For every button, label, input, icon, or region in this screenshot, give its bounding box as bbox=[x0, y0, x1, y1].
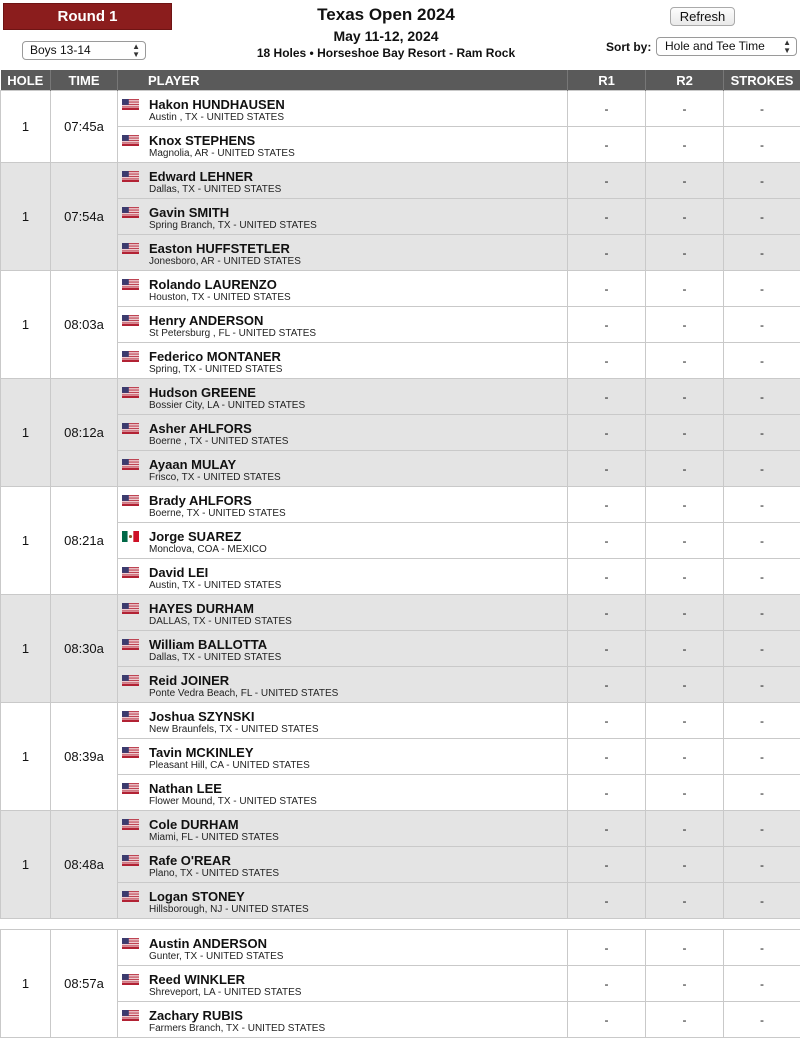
r1-score: - bbox=[568, 930, 646, 966]
table-row[interactable] bbox=[1, 847, 800, 883]
us-flag-icon bbox=[122, 346, 149, 365]
strokes-total: - bbox=[724, 1002, 800, 1038]
player-name[interactable]: Zachary RUBIS bbox=[149, 1007, 243, 1023]
us-flag-icon bbox=[122, 706, 149, 725]
player-name[interactable]: Knox STEPHENS bbox=[149, 132, 256, 148]
r2-score: - bbox=[646, 487, 724, 523]
us-flag-icon bbox=[122, 969, 149, 988]
table-row[interactable] bbox=[1, 235, 800, 271]
table-row[interactable] bbox=[1, 631, 800, 667]
r2-score: - bbox=[646, 523, 724, 559]
strokes-total: - bbox=[724, 775, 800, 811]
player-cell[interactable] bbox=[118, 523, 568, 559]
player-cell[interactable] bbox=[118, 271, 568, 307]
strokes-total: - bbox=[724, 127, 800, 163]
us-flag-icon bbox=[122, 274, 149, 293]
table-row[interactable] bbox=[1, 379, 800, 415]
player-location: St Petersburg , FL - UNITED STATES bbox=[149, 327, 317, 339]
hole-cell: 1 bbox=[1, 595, 51, 703]
strokes-total: - bbox=[724, 930, 800, 966]
player-location: Boerne, TX - UNITED STATES bbox=[149, 507, 286, 519]
r1-score: - bbox=[568, 811, 646, 847]
player-location: Hillsborough, NJ - UNITED STATES bbox=[149, 903, 309, 915]
player-location: Bossier City, LA - UNITED STATES bbox=[149, 399, 306, 411]
strokes-total: - bbox=[724, 523, 800, 559]
tournament-dates: May 11-12, 2024 bbox=[333, 28, 439, 44]
hole-cell: 1 bbox=[1, 811, 51, 919]
r2-score: - bbox=[646, 451, 724, 487]
player-location: Miami, FL - UNITED STATES bbox=[149, 831, 279, 843]
player-cell[interactable] bbox=[118, 415, 568, 451]
strokes-total: - bbox=[724, 307, 800, 343]
us-flag-icon bbox=[122, 670, 149, 689]
table-row[interactable] bbox=[1, 127, 800, 163]
select-chevron-icon: ▲ ▼ bbox=[132, 42, 140, 59]
us-flag-icon bbox=[122, 742, 149, 761]
player-location: Dallas, TX - UNITED STATES bbox=[149, 651, 282, 663]
column-header-r1[interactable]: R1 bbox=[568, 70, 646, 91]
division-select-value: Boys 13-14 bbox=[30, 43, 91, 57]
hole-cell: 1 bbox=[1, 271, 51, 379]
player-name[interactable]: Joshua SZYNSKI bbox=[149, 708, 255, 724]
strokes-total: - bbox=[724, 271, 800, 307]
r1-score: - bbox=[568, 379, 646, 415]
player-location: Spring Branch, TX - UNITED STATES bbox=[149, 219, 317, 231]
table-row[interactable] bbox=[1, 307, 800, 343]
r1-score: - bbox=[568, 487, 646, 523]
player-location: Houston, TX - UNITED STATES bbox=[149, 291, 291, 303]
column-header-strokes[interactable]: STROKES bbox=[724, 70, 800, 91]
us-flag-icon bbox=[122, 778, 149, 797]
r1-score: - bbox=[568, 559, 646, 595]
r2-score: - bbox=[646, 739, 724, 775]
strokes-total: - bbox=[724, 451, 800, 487]
r2-score: - bbox=[646, 811, 724, 847]
table-row[interactable] bbox=[1, 343, 800, 379]
table-row[interactable] bbox=[1, 415, 800, 451]
table-row[interactable] bbox=[1, 451, 800, 487]
r2-score: - bbox=[646, 91, 724, 127]
course-subtitle: 18 Holes • Horseshoe Bay Resort - Ram Rock bbox=[256, 46, 516, 60]
player-cell[interactable] bbox=[118, 127, 568, 163]
us-flag-icon bbox=[122, 886, 149, 905]
us-flag-icon bbox=[122, 310, 149, 329]
strokes-total: - bbox=[724, 487, 800, 523]
page-header bbox=[0, 0, 800, 70]
us-flag-icon bbox=[122, 166, 149, 185]
strokes-total: - bbox=[724, 415, 800, 451]
r2-score: - bbox=[646, 379, 724, 415]
strokes-total: - bbox=[724, 163, 800, 199]
r2-score: - bbox=[646, 343, 724, 379]
player-name[interactable]: Rolando LAURENZO bbox=[149, 276, 277, 292]
table-row[interactable] bbox=[1, 523, 800, 559]
player-cell[interactable] bbox=[118, 379, 568, 415]
player-cell[interactable] bbox=[118, 199, 568, 235]
us-flag-icon bbox=[122, 598, 149, 617]
table-row[interactable] bbox=[1, 739, 800, 775]
r2-score: - bbox=[646, 631, 724, 667]
sort-select[interactable] bbox=[656, 37, 797, 56]
r1-score: - bbox=[568, 667, 646, 703]
column-header-time[interactable]: TIME bbox=[51, 70, 118, 91]
player-location: Gunter, TX - UNITED STATES bbox=[149, 950, 284, 962]
player-location: Pleasant Hill, CA - UNITED STATES bbox=[149, 759, 310, 771]
us-flag-icon bbox=[122, 634, 149, 653]
r1-score: - bbox=[568, 199, 646, 235]
player-name[interactable]: Hudson GREENE bbox=[149, 384, 256, 400]
player-cell[interactable] bbox=[118, 343, 568, 379]
table-row[interactable] bbox=[1, 966, 800, 1002]
tee-time-cell: 08:48a bbox=[51, 811, 118, 919]
table-row[interactable] bbox=[1, 163, 800, 199]
tee-times-table bbox=[0, 70, 800, 1038]
table-row[interactable] bbox=[1, 199, 800, 235]
strokes-total: - bbox=[724, 966, 800, 1002]
tee-time-cell: 08:57a bbox=[51, 930, 118, 1038]
sort-select-value: Hole and Tee Time bbox=[665, 39, 765, 53]
r1-score: - bbox=[568, 163, 646, 199]
us-flag-icon bbox=[122, 814, 149, 833]
strokes-total: - bbox=[724, 595, 800, 631]
r1-score: - bbox=[568, 127, 646, 163]
r1-score: - bbox=[568, 235, 646, 271]
player-name[interactable]: Tavin MCKINLEY bbox=[149, 744, 254, 760]
r2-score: - bbox=[646, 775, 724, 811]
r2-score: - bbox=[646, 703, 724, 739]
player-location: Spring, TX - UNITED STATES bbox=[149, 363, 283, 375]
player-cell[interactable] bbox=[118, 487, 568, 523]
player-cell[interactable] bbox=[118, 595, 568, 631]
player-name[interactable]: Asher AHLFORS bbox=[149, 420, 252, 436]
strokes-total: - bbox=[724, 739, 800, 775]
player-name[interactable]: Gavin SMITH bbox=[149, 204, 230, 220]
r1-score: - bbox=[568, 631, 646, 667]
table-row[interactable] bbox=[1, 930, 800, 966]
r1-score: - bbox=[568, 595, 646, 631]
player-name[interactable]: Ayaan MULAY bbox=[149, 456, 237, 472]
r2-score: - bbox=[646, 199, 724, 235]
strokes-total: - bbox=[724, 379, 800, 415]
tee-time-cell: 08:12a bbox=[51, 379, 118, 487]
player-cell[interactable] bbox=[118, 883, 568, 919]
r1-score: - bbox=[568, 91, 646, 127]
player-location: Austin , TX - UNITED STATES bbox=[149, 111, 285, 123]
strokes-total: - bbox=[724, 667, 800, 703]
r1-score: - bbox=[568, 415, 646, 451]
strokes-total: - bbox=[724, 811, 800, 847]
player-location: Frisco, TX - UNITED STATES bbox=[149, 471, 281, 483]
tee-time-cell: 07:54a bbox=[51, 163, 118, 271]
player-cell[interactable] bbox=[118, 163, 568, 199]
r1-score: - bbox=[568, 1002, 646, 1038]
column-header-hole[interactable]: HOLE bbox=[1, 70, 51, 91]
player-cell[interactable] bbox=[118, 307, 568, 343]
player-name[interactable]: Hakon HUNDHAUSEN bbox=[149, 96, 285, 112]
r1-score: - bbox=[568, 451, 646, 487]
us-flag-icon bbox=[122, 850, 149, 869]
r1-score: - bbox=[568, 966, 646, 1002]
player-name[interactable]: William BALLOTTA bbox=[149, 636, 268, 652]
us-flag-icon bbox=[122, 1005, 149, 1024]
round-tab[interactable]: Round 1 bbox=[3, 3, 172, 30]
r2-score: - bbox=[646, 307, 724, 343]
player-name[interactable]: Reid JOINER bbox=[149, 672, 230, 688]
strokes-total: - bbox=[724, 91, 800, 127]
hole-cell: 1 bbox=[1, 379, 51, 487]
player-name[interactable]: Edward LEHNER bbox=[149, 168, 254, 184]
hole-cell: 1 bbox=[1, 163, 51, 271]
refresh-button[interactable]: Refresh bbox=[670, 7, 735, 26]
us-flag-icon bbox=[122, 202, 149, 221]
us-flag-icon bbox=[122, 94, 149, 113]
player-location: Monclova, COA - MEXICO bbox=[149, 543, 267, 555]
table-row[interactable] bbox=[1, 703, 800, 739]
strokes-total: - bbox=[724, 343, 800, 379]
column-header-player[interactable]: PLAYER bbox=[118, 70, 568, 91]
r2-score: - bbox=[646, 883, 724, 919]
player-name[interactable]: Henry ANDERSON bbox=[149, 312, 264, 328]
mexico-flag-icon bbox=[122, 526, 149, 545]
player-location: Magnolia, AR - UNITED STATES bbox=[149, 147, 295, 159]
player-cell[interactable] bbox=[118, 930, 568, 966]
tee-time-cell: 08:21a bbox=[51, 487, 118, 595]
r2-score: - bbox=[646, 415, 724, 451]
player-name[interactable]: Rafe O'REAR bbox=[149, 852, 231, 868]
tee-time-cell: 08:39a bbox=[51, 703, 118, 811]
table-row[interactable] bbox=[1, 595, 800, 631]
table-row[interactable] bbox=[1, 271, 800, 307]
hole-cell: 1 bbox=[1, 930, 51, 1038]
player-name[interactable]: Easton HUFFSTETLER bbox=[149, 240, 290, 256]
player-location: Plano, TX - UNITED STATES bbox=[149, 867, 280, 879]
table-row[interactable] bbox=[1, 91, 800, 127]
r2-score: - bbox=[646, 559, 724, 595]
us-flag-icon bbox=[122, 238, 149, 257]
player-location: Boerne , TX - UNITED STATES bbox=[149, 435, 289, 447]
player-name[interactable]: HAYES DURHAM bbox=[149, 600, 254, 616]
tee-time-cell: 08:30a bbox=[51, 595, 118, 703]
player-location: Flower Mound, TX - UNITED STATES bbox=[149, 795, 317, 807]
us-flag-icon bbox=[122, 130, 149, 149]
group-spacer bbox=[1, 919, 800, 930]
player-location: Austin, TX - UNITED STATES bbox=[149, 579, 282, 591]
player-name[interactable]: Logan STONEY bbox=[149, 888, 245, 904]
r1-score: - bbox=[568, 523, 646, 559]
player-location: Shreveport, LA - UNITED STATES bbox=[149, 986, 302, 998]
player-name[interactable]: David LEI bbox=[149, 564, 209, 580]
strokes-total: - bbox=[724, 847, 800, 883]
tee-time-cell: 07:45a bbox=[51, 91, 118, 163]
r2-score: - bbox=[646, 1002, 724, 1038]
player-location: Jonesboro, AR - UNITED STATES bbox=[149, 255, 301, 267]
player-cell[interactable] bbox=[118, 451, 568, 487]
player-name[interactable]: Nathan LEE bbox=[149, 780, 222, 796]
r2-score: - bbox=[646, 930, 724, 966]
r1-score: - bbox=[568, 739, 646, 775]
r1-score: - bbox=[568, 775, 646, 811]
r2-score: - bbox=[646, 163, 724, 199]
player-location: New Braunfels, TX - UNITED STATES bbox=[149, 723, 319, 735]
us-flag-icon bbox=[122, 418, 149, 437]
us-flag-icon bbox=[122, 382, 149, 401]
strokes-total: - bbox=[724, 199, 800, 235]
player-location: Farmers Branch, TX - UNITED STATES bbox=[149, 1022, 326, 1034]
player-location: Dallas, TX - UNITED STATES bbox=[149, 183, 282, 195]
player-name[interactable]: Jorge SUAREZ bbox=[149, 528, 242, 544]
strokes-total: - bbox=[724, 883, 800, 919]
player-cell[interactable] bbox=[118, 739, 568, 775]
table-row[interactable] bbox=[1, 883, 800, 919]
r2-score: - bbox=[646, 966, 724, 1002]
hole-cell: 1 bbox=[1, 487, 51, 595]
player-cell[interactable] bbox=[118, 775, 568, 811]
r1-score: - bbox=[568, 343, 646, 379]
strokes-total: - bbox=[724, 703, 800, 739]
player-name[interactable]: Cole DURHAM bbox=[149, 816, 239, 832]
player-cell[interactable] bbox=[118, 667, 568, 703]
r1-score: - bbox=[568, 703, 646, 739]
r2-score: - bbox=[646, 271, 724, 307]
player-name[interactable]: Federico MONTANER bbox=[149, 348, 281, 364]
us-flag-icon bbox=[122, 933, 149, 952]
table-body bbox=[1, 91, 800, 1038]
player-name[interactable]: Austin ANDERSON bbox=[149, 935, 267, 951]
r2-score: - bbox=[646, 667, 724, 703]
r1-score: - bbox=[568, 271, 646, 307]
player-cell[interactable] bbox=[118, 1002, 568, 1038]
r1-score: - bbox=[568, 883, 646, 919]
player-cell[interactable] bbox=[118, 811, 568, 847]
strokes-total: - bbox=[724, 235, 800, 271]
select-chevron-icon: ▲ ▼ bbox=[783, 38, 791, 55]
r2-score: - bbox=[646, 235, 724, 271]
table-header-row bbox=[1, 70, 800, 91]
r1-score: - bbox=[568, 307, 646, 343]
sort-label: Sort by: bbox=[606, 40, 652, 54]
player-cell[interactable] bbox=[118, 559, 568, 595]
r2-score: - bbox=[646, 847, 724, 883]
hole-cell: 1 bbox=[1, 703, 51, 811]
table-row[interactable] bbox=[1, 487, 800, 523]
player-cell[interactable] bbox=[118, 847, 568, 883]
player-cell[interactable] bbox=[118, 235, 568, 271]
player-name[interactable]: Brady AHLFORS bbox=[149, 492, 252, 508]
player-cell[interactable] bbox=[118, 91, 568, 127]
us-flag-icon bbox=[122, 562, 149, 581]
player-name[interactable]: Reed WINKLER bbox=[149, 971, 246, 987]
player-cell[interactable] bbox=[118, 966, 568, 1002]
hole-cell: 1 bbox=[1, 91, 51, 163]
strokes-total: - bbox=[724, 631, 800, 667]
table-row[interactable] bbox=[1, 1002, 800, 1038]
table-row[interactable] bbox=[1, 775, 800, 811]
player-location: DALLAS, TX - UNITED STATES bbox=[149, 615, 292, 627]
us-flag-icon bbox=[122, 454, 149, 473]
r2-score: - bbox=[646, 595, 724, 631]
player-cell[interactable] bbox=[118, 631, 568, 667]
tee-time-cell: 08:03a bbox=[51, 271, 118, 379]
column-header-r2[interactable]: R2 bbox=[646, 70, 724, 91]
r1-score: - bbox=[568, 847, 646, 883]
strokes-total: - bbox=[724, 559, 800, 595]
table-row[interactable] bbox=[1, 559, 800, 595]
player-cell[interactable] bbox=[118, 703, 568, 739]
r2-score: - bbox=[646, 127, 724, 163]
table-row[interactable] bbox=[1, 667, 800, 703]
table-row[interactable] bbox=[1, 811, 800, 847]
player-location: Ponte Vedra Beach, FL - UNITED STATES bbox=[149, 687, 339, 699]
us-flag-icon bbox=[122, 490, 149, 509]
tournament-title: Texas Open 2024 bbox=[317, 5, 455, 24]
